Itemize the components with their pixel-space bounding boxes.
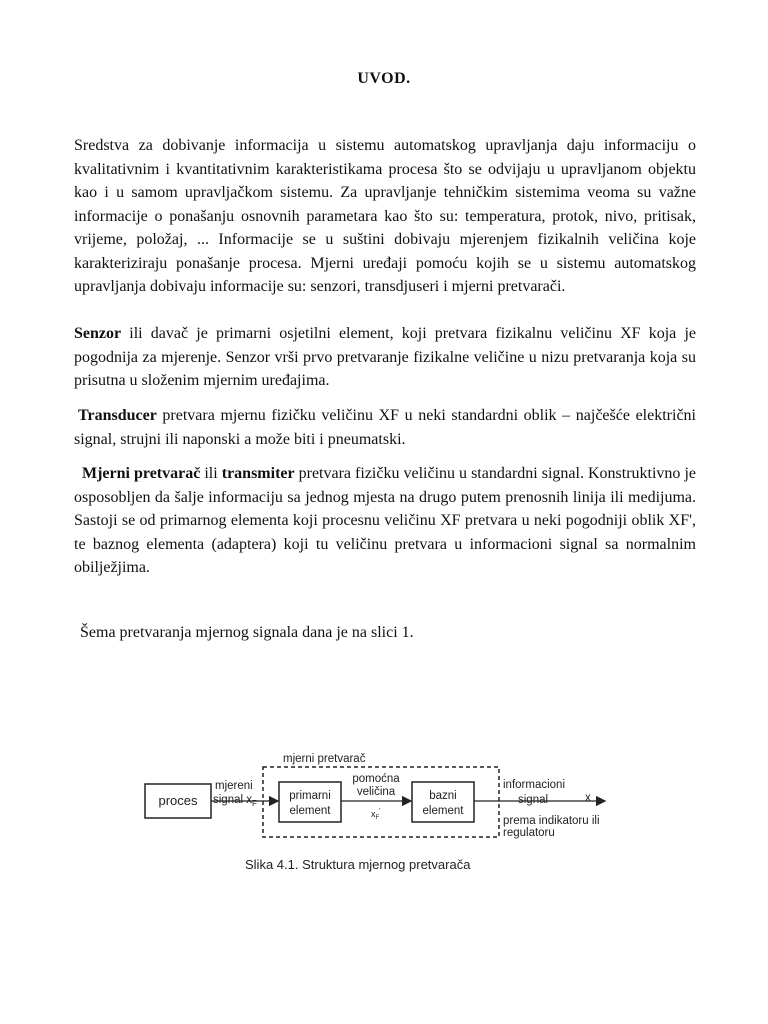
block-diagram <box>135 745 625 880</box>
sig2-symbol: $x_F'$ <box>371 808 381 821</box>
out-note1: prema indikatoru ili <box>503 815 600 827</box>
paragraph-mjerni-pretvarac <box>74 462 696 580</box>
primarni-label-1: primarni <box>289 790 331 802</box>
bazni-label-1: bazni <box>429 790 457 802</box>
sig2-line1: pomoćna <box>352 773 400 785</box>
term-senzor: Senzor <box>74 325 122 342</box>
paragraph-intro: Sredstva za dobivanje informacija u sistemu automatskog upravljanja daju informaciju o kvalitativnim i kvantitativnim karakteristikama procesa što se odvijaju u upravljanom objektu kao i u samom upravljačkom sistemu. Za upravljanje tehničkim sistemima veoma su važne informacije o ponašanju osnovnih parametara kao što su: temperatura, protok, nivo, pritisak, vrijeme, položaj, ... Informacije se u suštini dobivaju mjerenjem fizikalnih veličina koje karakteriziraju ponašanje procesa. Mjerni uređaji pomoću kojih se u sistemu automatskog upravljanja dobivaju informacije su: senzori, transdjuseri i mjerni pretvarači. <box>74 137 696 295</box>
bazni-label-2: element <box>422 805 464 817</box>
figure-caption: Slika 4.1. Struktura mjernog pretvarača <box>245 857 471 872</box>
out-x: x <box>585 792 591 804</box>
senzor-text: ili davač je primarni osjetilni element, koji pretvara fizikalnu veličinu XF koja je pogodnija za mjerenje. Senzor vrši prvo pretvaranje fizikalne veličine u nizu pretvaranja koja su prisutna u složenim mjernim uređajima. <box>74 325 696 389</box>
out-line2: signal <box>518 794 549 806</box>
out-note2: regulatoru <box>503 827 555 839</box>
sig1-line2: signal $x_F$ <box>213 794 257 808</box>
group-label: mjerni pretvarač <box>283 753 366 765</box>
paragraph-figure-ref: Šema pretvaranja mjernog signala dana je na slici 1. <box>80 624 414 641</box>
term-transmiter: transmiter <box>221 465 295 482</box>
mjerni-pretvarac-text: pretvara fizičku veličinu u standardni signal. Konstruktivno je osposobljen da šalje informaciju sa jednog mjesta na drugo putem prenosnih linija ili medijuma. Sastoji se od primarnog elementa koji procesnu veličinu XF pretvara u neki pogodniji oblik XF', te baznog elementa (adaptera) koji tu veličinu pretvara u informacioni signal sa normalnim obilježjima. <box>74 465 696 576</box>
transducer-text: pretvara mjernu fizičku veličinu XF u neki standardni oblik – najčešće električni signal, strujni ili naponski a može biti i pneumatski. <box>74 407 696 448</box>
paragraph-senzor <box>74 322 696 393</box>
proces-label: proces <box>158 793 198 808</box>
connector-text: ili <box>200 465 222 482</box>
term-transducer: Transducer <box>78 407 157 424</box>
term-mjerni-pretvarac: Mjerni pretvarač <box>82 465 201 482</box>
paragraph-transducer <box>74 404 696 451</box>
sig2-line2: veličina <box>356 786 396 798</box>
primarni-label-2: element <box>289 805 331 817</box>
document-title: UVOD. <box>357 70 411 87</box>
out-line1: informacioni <box>503 779 565 791</box>
sig1-line1: mjereni <box>215 780 253 792</box>
